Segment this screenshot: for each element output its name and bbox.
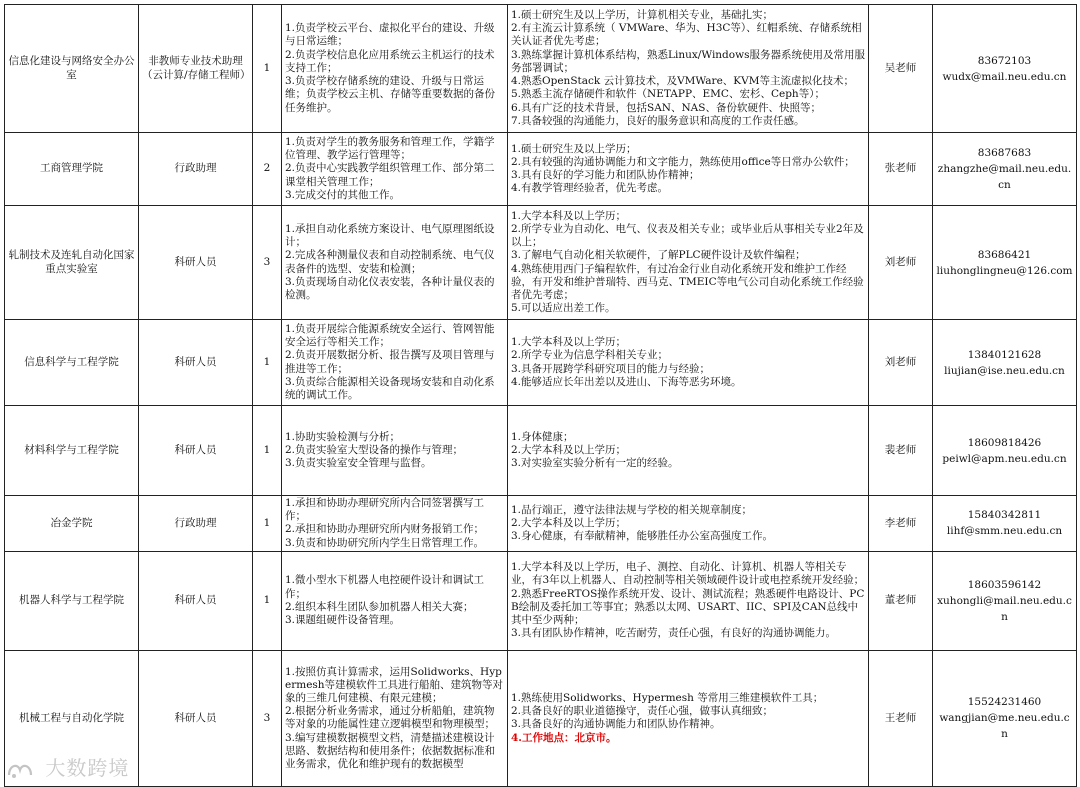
position-cell bbox=[139, 133, 253, 206]
contact-name-cell bbox=[869, 551, 933, 650]
requirement-item: 3.了解电气自动化相关软硬件，了解PLC硬件设计及软件编程； bbox=[511, 249, 806, 262]
contact-name-cell bbox=[869, 320, 933, 406]
contact-name: 刘老师 bbox=[884, 255, 917, 268]
requirement-item: 5.熟悉主流存储硬件和软件（NETAPP、EMC、宏杉、Ceph等）； bbox=[511, 88, 825, 101]
email-address: liuhonglingneu@126.com bbox=[936, 264, 1073, 277]
department-cell bbox=[5, 320, 139, 406]
table-row bbox=[5, 320, 1077, 406]
contact-info-cell bbox=[933, 551, 1077, 650]
requirements-cell bbox=[508, 496, 869, 552]
position-name: 科研人员 bbox=[174, 355, 217, 368]
duty-item: 3.负责和协助研究所内学生日常管理工作。 bbox=[285, 536, 485, 549]
position-name: 行政助理 bbox=[174, 516, 217, 529]
department-cell bbox=[5, 206, 139, 320]
position-name: 非教师专业技术助理（云计算/存储工程师） bbox=[142, 55, 251, 81]
contact-name: 董老师 bbox=[884, 594, 917, 607]
duty-item: 3.负责现场自动化仪表安装，各种计量仪表的检测。 bbox=[285, 275, 495, 301]
table-row bbox=[5, 206, 1077, 320]
requirement-item: 1.熟练使用Solidworks、Hypermesh 等常用三维建模软件工具； bbox=[511, 691, 824, 704]
duty-item: 3.完成交付的其他工作。 bbox=[285, 188, 401, 201]
contact-name-cell bbox=[869, 133, 933, 206]
duty-item: 1.按照仿真计算需求，运用Solidworks、Hypermesh等建模软件工具进行船舶、建筑物等对象的三维几何建模、有限元建模； bbox=[285, 665, 504, 704]
headcount-cell bbox=[253, 206, 282, 320]
requirement-item: 3.身心健康，有奉献精神，能够胜任办公室高强度工作。 bbox=[511, 530, 774, 542]
department-cell bbox=[5, 551, 139, 650]
duty-item: 2.承担和协助办理研究所内财务报销工作； bbox=[285, 523, 485, 536]
contact-info-cell bbox=[933, 320, 1077, 406]
requirements-cell bbox=[508, 551, 869, 650]
watermark-text: 大数跨境 bbox=[45, 756, 130, 780]
email-address: xuhongli@mail.neu.edu.cn bbox=[937, 594, 1072, 623]
requirements-cell bbox=[508, 206, 869, 320]
contact-info-cell bbox=[933, 206, 1077, 320]
position-cell bbox=[139, 206, 253, 320]
duty-item: 1.负责对学生的教务服务和管理工作，学籍学位管理、教学运行管理等； bbox=[285, 135, 495, 162]
contact-info-cell bbox=[933, 133, 1077, 206]
contact-name-cell bbox=[869, 5, 933, 133]
department-name: 材料科学与工程学院 bbox=[24, 443, 119, 456]
position-cell bbox=[139, 496, 253, 552]
phone-number: 15524231460 bbox=[967, 696, 1042, 709]
requirements-cell bbox=[508, 320, 869, 406]
headcount-cell bbox=[253, 551, 282, 650]
email-address: liujian@ise.neu.edu.cn bbox=[944, 364, 1065, 377]
work-location-highlight: 4.工作地点：北京市。 bbox=[511, 731, 617, 744]
requirement-item: 1.身体健康； bbox=[511, 430, 574, 443]
phone-number: 83686421 bbox=[977, 248, 1032, 261]
position-cell bbox=[139, 551, 253, 650]
requirement-item: 2.具备良好的职业道德操守，责任心强，做事认真细致； bbox=[511, 705, 774, 718]
requirements-cell bbox=[508, 133, 869, 206]
requirement-item: 6.具有广泛的技术背景，包括SAN、NAS、备份软硬件、快照等； bbox=[511, 101, 821, 114]
duty-item: 2.组织本科生团队参加机器人相关大赛； bbox=[285, 600, 474, 613]
phone-number: 18609818426 bbox=[967, 436, 1042, 449]
table-row bbox=[5, 496, 1077, 552]
duty-item: 2.根据分析业务需求，通过分析船舶，建筑物等对象的功能属性建立逻辑模型和物理模型； bbox=[285, 705, 495, 731]
department-name: 机械工程与自动化学院 bbox=[19, 711, 124, 724]
department-name: 信息科学与工程学院 bbox=[24, 355, 119, 368]
requirement-item: 2.大学本科及以上学历； bbox=[511, 443, 627, 456]
requirement-item: 1.大学本科及以上学历，电子、测控、自动化、计算机、机器人等相关专业，有3年以上机器人、自动控制等相关领域硬件设计或电控系统开发经验； bbox=[511, 561, 865, 587]
contact-name: 刘老师 bbox=[884, 355, 917, 368]
table-row bbox=[5, 551, 1077, 650]
requirement-item: 3.对实验室实验分析有一定的经验。 bbox=[511, 457, 679, 470]
requirement-item: 1.大学本科及以上学历； bbox=[511, 336, 627, 349]
position-cell bbox=[139, 406, 253, 496]
requirements-cell bbox=[508, 406, 869, 496]
contact-name-cell bbox=[869, 206, 933, 320]
position-name: 科研人员 bbox=[174, 255, 217, 268]
department-name: 信息化建设与网络安全办公室 bbox=[8, 55, 135, 81]
email-address: zhangzhe@mail.neu.edu.cn bbox=[937, 163, 1072, 191]
duty-item: 1.承担自动化系统方案设计、电气原理图纸设计； bbox=[285, 222, 495, 249]
requirement-item: 1.硕士研究生及以上学历； bbox=[511, 142, 637, 155]
headcount-cell bbox=[253, 650, 282, 786]
phone-number: 15840342811 bbox=[967, 509, 1042, 522]
position-name: 科研人员 bbox=[174, 594, 217, 607]
requirement-item: 4.熟悉OpenStack 云计算技术，及VMWare、KVM等主流虚拟化技术； bbox=[511, 75, 854, 88]
requirement-item: 2.所学专业为信息学科相关专业； bbox=[511, 349, 669, 362]
department-cell bbox=[5, 133, 139, 206]
duty-item: 3.课题组硬件设备管理。 bbox=[285, 614, 401, 627]
table-row bbox=[5, 650, 1077, 786]
contact-name-cell bbox=[869, 406, 933, 496]
position-name: 科研人员 bbox=[174, 711, 217, 724]
position-cell bbox=[139, 320, 253, 406]
headcount: 1 bbox=[263, 594, 271, 607]
department-name: 工商管理学院 bbox=[40, 162, 103, 175]
headcount: 2 bbox=[263, 162, 271, 175]
duty-item: 2.完成各种测量仪表和自动控制系统、电气仪表备件的选型、安装和检测； bbox=[285, 249, 495, 275]
phone-number: 83672103 bbox=[977, 54, 1032, 67]
duty-item: 1.承担和协助办理研究所内合同签署撰写工作； bbox=[285, 497, 485, 523]
requirement-item: 5.可以适应出差工作。 bbox=[511, 302, 616, 315]
department-cell bbox=[5, 5, 139, 133]
requirement-item: 3.具有良好的学习能力和团队协作精神； bbox=[511, 169, 700, 181]
headcount-cell bbox=[253, 5, 282, 133]
requirement-item: 2.具有较强的沟通协调能力和文字能力，熟练使用office等日常办公软件； bbox=[511, 155, 855, 168]
duties-cell bbox=[282, 551, 508, 650]
requirement-item: 2.熟悉FreeRTOS操作系统开发、设计、测试流程；熟悉硬件电路设计、PCB绘制及委托加工等事宜；熟悉以太网、USART、IIC、SPI及CAN总线中其中至少两种； bbox=[511, 587, 865, 627]
phone-number: 18603596142 bbox=[967, 578, 1042, 591]
table-row bbox=[5, 133, 1077, 206]
requirement-item: 3.熟练掌握计算机体系结构，熟悉Linux/Windows服务器系统使用及常用服务部署调试； bbox=[511, 48, 865, 74]
contact-name-cell bbox=[869, 650, 933, 786]
table-row bbox=[5, 406, 1077, 496]
duty-item: 3.编写建模数据模型文档，清楚描述建模设计思路、数据结构和使用条件；依据数据标准和业务需求，优化和维护现有的数据模型 bbox=[285, 731, 495, 770]
contact-name: 张老师 bbox=[884, 162, 917, 175]
requirement-item: 2.大学本科及以上学历； bbox=[511, 516, 627, 529]
requirement-item: 1.品行端正，遵守法律法规与学校的相关规章制度； bbox=[511, 503, 753, 516]
contact-info-cell bbox=[933, 406, 1077, 496]
requirement-item: 3.具备良好的沟通协调能力和团队协作精神。 bbox=[511, 718, 721, 731]
requirements-cell bbox=[508, 5, 869, 133]
logo-icon bbox=[6, 761, 34, 779]
headcount-cell bbox=[253, 406, 282, 496]
duties-cell bbox=[282, 133, 508, 206]
contact-info-cell bbox=[933, 496, 1077, 552]
email-address: wudx@mail.neu.edu.cn bbox=[942, 70, 1067, 83]
duties-cell bbox=[282, 206, 508, 320]
watermark bbox=[6, 752, 129, 781]
duty-item: 3.负责综合能源相关设备现场安装和自动化系统的调试工作。 bbox=[285, 375, 495, 401]
headcount: 1 bbox=[263, 516, 271, 529]
department-name: 机器人科学与工程学院 bbox=[19, 594, 124, 607]
department-name: 轧制技术及连轧自动化国家重点实验室 bbox=[8, 249, 135, 275]
position-name: 行政助理 bbox=[174, 162, 217, 175]
requirement-item: 1.硕士研究生及以上学历，计算机相关专业，基础扎实； bbox=[511, 9, 774, 22]
headcount: 3 bbox=[263, 711, 271, 724]
duty-item: 1.微小型水下机器人电控硬件设计和调试工作； bbox=[285, 574, 485, 600]
duty-item: 2.负责学校信息化应用系统云主机运行的技术支持工作； bbox=[285, 48, 495, 74]
requirement-item: 7.具备较强的沟通能力，良好的服务意识和高度的工作责任感。 bbox=[511, 114, 805, 127]
contact-name: 吴老师 bbox=[884, 61, 917, 74]
contact-name: 王老师 bbox=[884, 711, 917, 724]
duty-item: 1.负责开展综合能源系统安全运行、管网智能安全运行等相关工作； bbox=[285, 322, 495, 349]
requirement-item: 1.大学本科及以上学历； bbox=[511, 209, 627, 222]
headcount: 1 bbox=[263, 443, 271, 456]
duty-item: 2.负责实验室大型设备的操作与管理； bbox=[285, 443, 464, 456]
department-cell bbox=[5, 496, 139, 552]
duties-cell bbox=[282, 5, 508, 133]
duty-item: 1.负责学校云平台、虚拟化平台的建设、升级与日常运维； bbox=[285, 22, 495, 48]
table-row bbox=[5, 5, 1077, 133]
duty-item: 2.负责开展数据分析、报告撰写及项目管理与推进等工作； bbox=[285, 349, 495, 375]
position-name: 科研人员 bbox=[174, 443, 217, 456]
headcount-cell bbox=[253, 320, 282, 406]
duties-cell bbox=[282, 320, 508, 406]
duty-item: 3.负责学校存储系统的建设、升级与日常运维；负责学校云主机、存储等重要数据的备份任务维护。 bbox=[285, 75, 495, 114]
headcount: 1 bbox=[263, 355, 271, 368]
position-cell bbox=[139, 5, 253, 133]
requirement-item: 2.有主流云计算系统（ VMWare、华为、H3C等）、红帽系统、存储系统相关认证者优先考虑； bbox=[511, 22, 862, 48]
contact-name-cell bbox=[869, 496, 933, 552]
duties-cell bbox=[282, 496, 508, 552]
contact-info-cell bbox=[933, 5, 1077, 133]
headcount: 3 bbox=[263, 255, 271, 268]
requirement-item: 2.所学专业为自动化、电气、仪表及相关专业；或毕业后从事相关专业2年及以上； bbox=[511, 222, 864, 249]
contact-name: 裴老师 bbox=[884, 443, 917, 456]
email-address: wangjian@me.neu.edu.cn bbox=[939, 712, 1070, 741]
requirement-item: 3.具有团队协作精神，吃苦耐劳，责任心强，有良好的沟通协调能力。 bbox=[511, 627, 837, 640]
requirement-item: 3.具备开展跨学科研究项目的能力与经验； bbox=[511, 362, 711, 375]
requirement-item: 4.有教学管理经验者，优先考虑。 bbox=[511, 182, 669, 195]
duty-item: 2.负责中心实践教学组织管理工作、部分第二课堂相关管理工作； bbox=[285, 162, 495, 188]
duty-item: 3.负责实验室安全管理与监督。 bbox=[285, 457, 432, 470]
requirements-cell bbox=[508, 650, 869, 786]
headcount-cell bbox=[253, 133, 282, 206]
department-name: 冶金学院 bbox=[50, 516, 93, 529]
headcount: 1 bbox=[263, 61, 271, 74]
email-address: peiwl@apm.neu.edu.cn bbox=[942, 452, 1067, 465]
position-cell bbox=[139, 650, 253, 786]
duty-item: 1.协助实验检测与分析； bbox=[285, 430, 401, 443]
phone-number: 13840121628 bbox=[967, 348, 1042, 361]
email-address: lihf@smm.neu.edu.cn bbox=[946, 525, 1063, 538]
contact-name: 李老师 bbox=[884, 516, 917, 529]
duties-cell bbox=[282, 650, 508, 786]
duties-cell bbox=[282, 406, 508, 496]
contact-info-cell bbox=[933, 650, 1077, 786]
headcount-cell bbox=[253, 496, 282, 552]
recruitment-table bbox=[4, 4, 1077, 787]
phone-number: 83687683 bbox=[977, 147, 1032, 159]
requirement-item: 4.熟练使用西门子编程软件，有过冶金行业自动化系统开发和维护工作经验，有开发和维护普瑞特、西马克、TMEIC等电气公司自动化系统工作经验者优先考虑； bbox=[511, 262, 864, 301]
requirement-item: 4.能够适应长年出差以及进山、下海等恶劣环境。 bbox=[511, 375, 742, 388]
department-cell bbox=[5, 406, 139, 496]
